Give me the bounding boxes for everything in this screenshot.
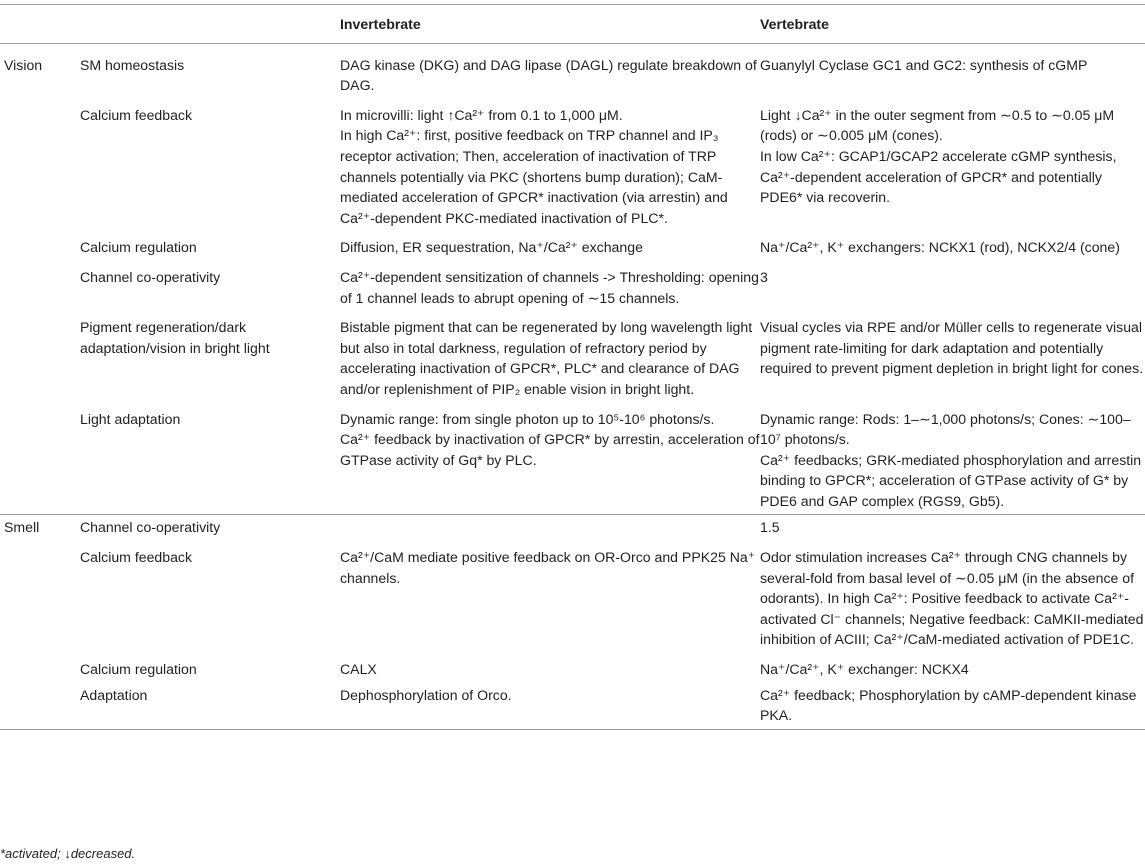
vertebrate-text: 1.5 xyxy=(760,519,780,536)
vertebrate-text: In low Ca²⁺: GCAP1/GCAP2 accelerate cGMP synthesis, Ca²⁺-dependent acceleration of GPCR* and potentially PDE6* via recoverin. xyxy=(760,147,1117,206)
vertebrate-text: Dynamic range: Rods: 1–∼1,000 photons/s; Cones: ∼100–10⁷ photons/s. xyxy=(760,410,1131,448)
table-row xyxy=(0,653,1145,683)
table-row xyxy=(0,515,1145,541)
feature-cell: Pigment regeneration/dark adaptation/vision in bright light xyxy=(80,319,270,356)
vertebrate-cell xyxy=(760,403,1145,515)
table-row xyxy=(0,99,1145,232)
feature-cell: Channel co-operativity xyxy=(80,268,221,285)
invertebrate-cell xyxy=(340,99,760,232)
feature-cell: Adaptation xyxy=(80,683,340,730)
feature-cell: Channel co-operativity xyxy=(80,519,221,536)
table-row xyxy=(0,403,1145,515)
feature-cell: Light adaptation xyxy=(80,403,340,515)
invertebrate-cell xyxy=(340,261,760,311)
invertebrate-text: Ca²⁺ feedback by inactivation of GPCR* by arrestin, acceleration of GTPase activity of Gq* by PLC. xyxy=(340,431,760,468)
invertebrate-text: Ca²⁺-dependent sensitization of channels -> Thresholding: opening of 1 channel leads to abrupt opening of ∼15 channels. xyxy=(340,268,759,306)
vertebrate-cell xyxy=(760,311,1145,402)
header-row xyxy=(0,5,1145,44)
invertebrate-text: Bistable pigment that can be regenerated by long wavelength light but also in total darkness, regulation of refractory period by accelerating inactivation of GPCR*, PLC* and clearance of DAG and/or replenishment of PIP₂ enable vision in bright light. xyxy=(340,319,753,397)
table-row xyxy=(0,683,1145,730)
invertebrate-cell xyxy=(340,653,760,683)
group-label-vision: Vision xyxy=(4,56,43,73)
invertebrate-text: Diffusion, ER sequestration, Na⁺/Ca²⁺ exchange xyxy=(340,239,643,256)
table-footnote: *activated; ↓decreased. xyxy=(0,846,136,861)
vertebrate-text: 3 xyxy=(760,268,768,285)
invertebrate-cell xyxy=(340,311,760,402)
table-row xyxy=(0,43,1145,99)
invertebrate-text: In high Ca²⁺: first, positive feedback on TRP channel and IP₃ receptor activation; Then, acceleration of inactivation of TRP channels potentially via PKC (shortens bump duration); CaM-mediated acceleration of GPCR* inactivation (via arrestin) and Ca²⁺-dependent PKC-mediated inactivation of PLC*. xyxy=(340,127,728,226)
feature-cell: SM homeostasis xyxy=(80,56,185,73)
vertebrate-cell xyxy=(760,683,1145,730)
feature-cell: Calcium feedback xyxy=(80,106,193,123)
vertebrate-cell xyxy=(760,231,1145,261)
feature-cell: Calcium regulation xyxy=(80,239,197,256)
invertebrate-text: CALX xyxy=(340,661,377,678)
table-row xyxy=(0,541,1145,653)
comparison-table xyxy=(0,4,1145,730)
invertebrate-text: In microvilli: light ↑Ca²⁺ from 0.1 to 1,000 μM. xyxy=(340,106,623,123)
header-vertebrate: Vertebrate xyxy=(760,5,1145,44)
invertebrate-cell xyxy=(340,683,760,730)
vertebrate-text: Ca²⁺ feedback; Phosphorylation by cAMP-dependent kinase PKA. xyxy=(760,686,1137,724)
header-blank-2 xyxy=(80,5,340,44)
vertebrate-cell xyxy=(760,261,1145,311)
vertebrate-text: Ca²⁺ feedbacks; GRK-mediated phosphorylation and arrestin binding to GPCR*; acceleration of GTPase activity of G* by PDE6 and GAP complex (RGS9, Gb5). xyxy=(760,451,1142,509)
vertebrate-cell xyxy=(760,43,1145,99)
header-invertebrate: Invertebrate xyxy=(340,5,760,44)
invertebrate-cell xyxy=(340,403,760,515)
invertebrate-text: Ca²⁺/CaM mediate positive feedback on OR-Orco and PPK25 Na⁺ channels. xyxy=(340,549,756,586)
vertebrate-text: Light ↓Ca²⁺ in the outer segment from ∼0.5 to ∼0.05 μM (rods) or ∼0.005 μM (cones). xyxy=(760,106,1115,144)
invertebrate-text: DAG kinase (DKG) and DAG lipase (DAGL) regulate breakdown of DAG. xyxy=(340,56,757,94)
vertebrate-text: Na⁺/Ca²⁺, K⁺ exchanger: NCKX4 xyxy=(760,661,969,678)
vertebrate-text: Guanylyl Cyclase GC1 and GC2: synthesis of cGMP xyxy=(760,56,1088,73)
feature-cell: Calcium feedback xyxy=(80,549,193,566)
group-label-smell: Smell xyxy=(4,519,40,536)
invertebrate-cell xyxy=(340,43,760,99)
vertebrate-cell xyxy=(760,515,1145,541)
table-row xyxy=(0,311,1145,402)
vertebrate-text: Visual cycles via RPE and/or Müller cells to regenerate visual pigment rate-limiting for dark adaptation and potentially required to prevent pigment depletion in bright light for cones. xyxy=(760,319,1144,377)
vertebrate-text: Na⁺/Ca²⁺, K⁺ exchangers: NCKX1 (rod), NCKX2/4 (cone) xyxy=(760,239,1120,256)
invertebrate-cell xyxy=(340,515,760,541)
table-row xyxy=(0,261,1145,311)
vertebrate-cell xyxy=(760,99,1145,232)
vertebrate-text: Odor stimulation increases Ca²⁺ through CNG channels by several-fold from basal level of ∼0.05 μM (in the absence of odorants). In high Ca²⁺: Positive feedback to activate Ca²⁺-activated Cl⁻ channels; Negative feedback: CaMKII-mediated inhibition of ACIII; Ca²⁺/CaM-mediated activation of PDE1C. xyxy=(760,549,1144,648)
vertebrate-cell xyxy=(760,653,1145,683)
invertebrate-cell xyxy=(340,541,760,653)
feature-cell: Calcium regulation xyxy=(80,661,197,678)
invertebrate-cell xyxy=(340,231,760,261)
table-row xyxy=(0,231,1145,261)
header-blank xyxy=(0,5,80,44)
invertebrate-text: Dephosphorylation of Orco. xyxy=(340,686,512,703)
invertebrate-text: Dynamic range: from single photon up to 10⁵-10⁶ photons/s. xyxy=(340,410,715,427)
vertebrate-cell xyxy=(760,541,1145,653)
